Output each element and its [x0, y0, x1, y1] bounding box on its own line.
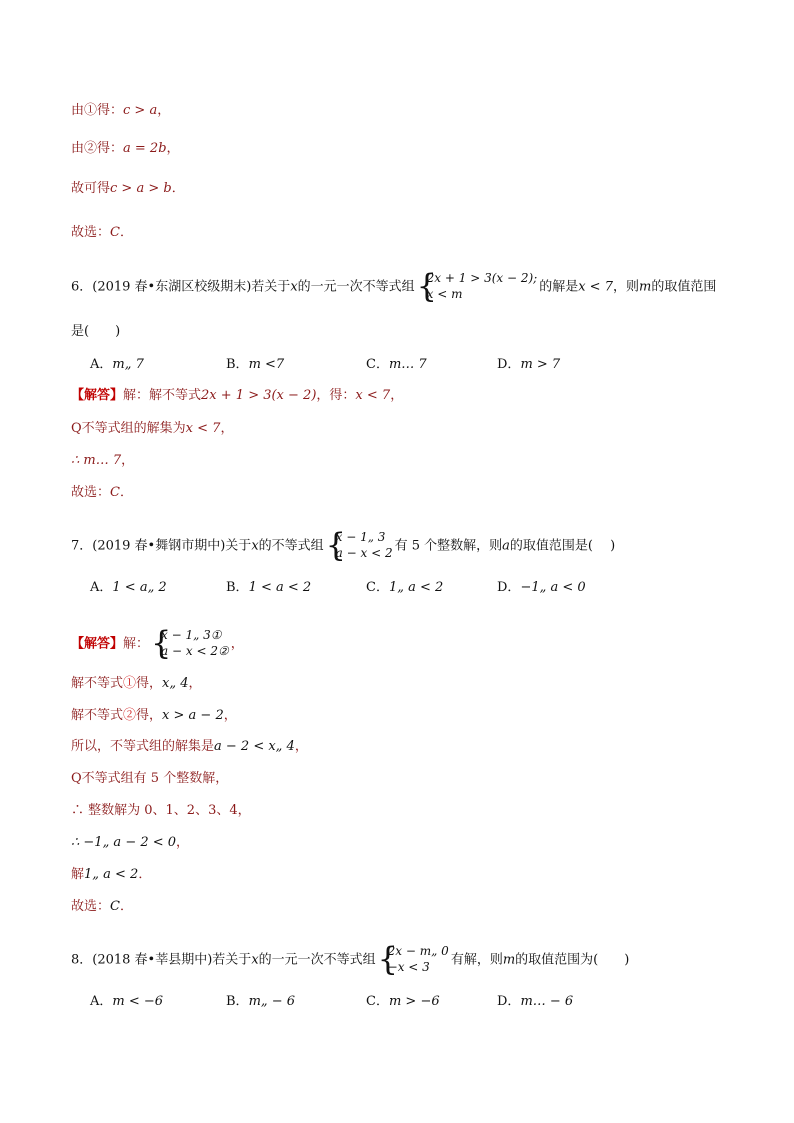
- q7-solution-step-3: 所以，不等式组的解集是a − 2 < x„ 4，: [71, 739, 308, 754]
- derivation-line-1: 由①得：c > a，: [71, 103, 171, 118]
- q8-option-b: B．m„ − 6: [226, 994, 296, 1009]
- q7-option-d: D．−1„ a < 0: [497, 580, 586, 595]
- q7-solution-step-7: 解1„ a < 2．: [71, 867, 152, 882]
- q8-option-a: A．m < −6: [90, 994, 164, 1009]
- q8-option-d: D．m… − 6: [497, 994, 574, 1009]
- question-6-stem: 6．(2019 春•东湖区校级期末)若关于x的一元一次不等式组 { 2x + 1 > 3(x − 2); x < m 的解是x < 7，则m的取值范围: [71, 267, 717, 305]
- q7-option-b: B．1 < a < 2: [226, 580, 312, 595]
- derivation-line-2: 由②得：a = 2b，: [71, 141, 180, 156]
- derivation-line-3: 故可得c > a > b．: [71, 181, 185, 196]
- q7-solution-step-1: 解不等式①得，x„ 4，: [71, 676, 202, 691]
- q7-option-a: A．1 < a„ 2: [90, 580, 167, 595]
- question-8-stem: 8．(2018 春•莘县期中)若关于x的一元一次不等式组 { 2x − m„ 0 −x < 3 有解，则m的取值范围为( ): [71, 940, 630, 978]
- q7-solution-step-8: 故选：C．: [71, 899, 133, 914]
- q8-option-c: C．m > −6: [366, 994, 440, 1009]
- q7-solution-step-4: Q不等式组有 5 个整数解，: [71, 771, 229, 786]
- q7-solution-step-2: 解不等式②得，x > a − 2，: [71, 708, 237, 723]
- q7-solution-step-6: ∴ −1„ a − 2 < 0，: [71, 835, 190, 850]
- inequality-system: { 2x − m„ 0 −x < 3: [377, 940, 449, 978]
- q7-option-c: C．1„ a < 2: [366, 580, 444, 595]
- answer-choice-line: 故选：C．: [71, 225, 133, 240]
- q6-solution-line-3: ∴ m… 7，: [71, 453, 135, 468]
- inequality-system: { 2x + 1 > 3(x − 2); x < m: [416, 267, 538, 305]
- q6-option-b: B．m <7: [226, 357, 285, 372]
- q6-solution-line-4: 故选：C．: [71, 485, 133, 500]
- question-6-stem-continued: 是( ): [71, 324, 121, 339]
- inequality-system: { x − 1„ 3① a − x < 2②: [151, 624, 229, 662]
- q7-solution-header: 【解答】解： { x − 1„ 3① a − x < 2② ，: [71, 624, 244, 662]
- q6-solution-line-2: Q不等式组的解集为x < 7，: [71, 421, 234, 436]
- q6-solution-line-1: 【解答】解：解不等式2x + 1 > 3(x − 2)，得：x < 7，: [71, 388, 404, 403]
- inequality-system: { x − 1„ 3 a − x < 2: [325, 526, 393, 564]
- q7-solution-step-5: ∴ 整数解为 0、1、2、3、4，: [71, 803, 251, 818]
- question-7-stem: 7．(2019 春•舞钢市期中)关于x的不等式组 { x − 1„ 3 a − x < 2 有 5 个整数解，则a的取值范围是( ): [71, 526, 616, 564]
- q6-option-a: A．m„ 7: [90, 357, 144, 372]
- q6-option-d: D．m > 7: [497, 357, 561, 372]
- q6-option-c: C．m… 7: [366, 357, 427, 372]
